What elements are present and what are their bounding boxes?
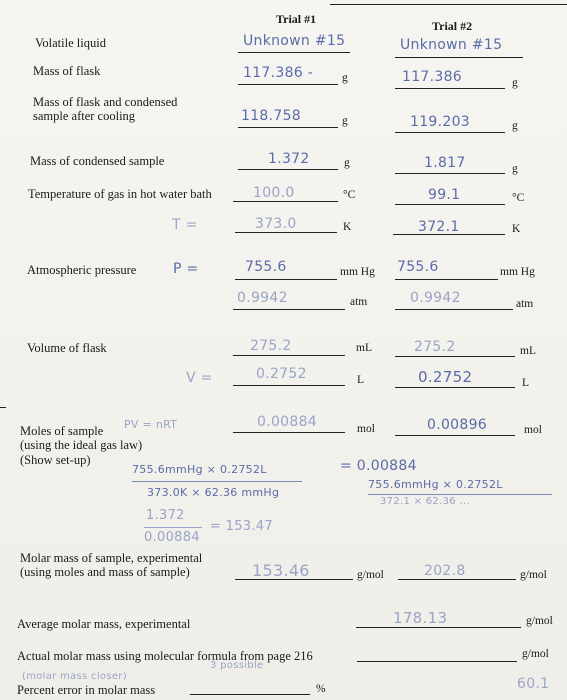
label-atm: Atmospheric pressure — [27, 263, 137, 277]
header-trial-2: Trial #2 — [432, 19, 473, 33]
value-volume-t2: 275.2 — [414, 339, 456, 355]
underline — [395, 279, 498, 280]
note-V: V = — [186, 370, 213, 386]
value-temp-t1: 100.0 — [253, 185, 295, 201]
label-volume: Volume of flask — [27, 341, 107, 355]
value-atm-t2: 755.6 — [397, 259, 439, 275]
unit-g: g — [512, 120, 518, 132]
unit-kelvin: K — [512, 223, 521, 235]
underline — [235, 579, 353, 580]
unit-mmhg: mm Hg — [500, 266, 535, 278]
label-molar-1: Molar mass of sample, experimental — [20, 551, 203, 565]
label-volatile-liquid: Volatile liquid — [35, 36, 106, 50]
unit-mmhg: mm Hg — [340, 266, 375, 278]
label-moles-1: Moles of sample — [20, 424, 104, 438]
value-volatile-t2: Unknown #15 — [400, 37, 503, 53]
note-ideal-gas: PV = nRT — [124, 418, 178, 431]
unit-gmol: g/mol — [520, 569, 547, 581]
value-volume-t1: 275.2 — [250, 338, 292, 354]
underline — [233, 432, 345, 433]
unit-ml: mL — [520, 345, 536, 357]
fraction-bar — [132, 481, 302, 482]
unit-g: g — [512, 163, 518, 175]
unit-atm: atm — [516, 298, 534, 310]
unit-celsius: °C — [343, 189, 356, 201]
note-possible: 3 possible — [210, 660, 264, 671]
underline — [190, 694, 310, 695]
note-T: T = — [172, 217, 198, 233]
label-pct: Percent error in molar mass — [17, 683, 156, 697]
value-atm-atm-t1: 0.9942 — [237, 290, 288, 306]
unit-kelvin: K — [343, 221, 352, 233]
underline — [357, 661, 517, 662]
underline — [395, 387, 515, 388]
label-mass-flask-cond-1: Mass of flask and condensed — [33, 95, 178, 109]
fraction-bar — [368, 494, 552, 495]
unit-g: g — [342, 72, 348, 84]
underline — [395, 88, 505, 89]
underline — [395, 204, 505, 205]
value-avg: 178.13 — [393, 609, 448, 627]
underline — [235, 279, 337, 280]
underline — [395, 57, 523, 58]
underline — [356, 627, 521, 628]
unit-gmol: g/mol — [357, 569, 384, 581]
unit-mol: mol — [524, 424, 542, 436]
label-mass-flask-cond-2: sample after cooling — [33, 109, 136, 123]
value-mass-flask-cond-t1: 118.758 — [241, 108, 301, 124]
unit-celsius: °C — [512, 192, 525, 204]
value-mass-flask-t1: 117.386 - — [243, 65, 314, 81]
unit-g: g — [342, 115, 348, 127]
label-actual: Actual molar mass using molecular formula from page 216 — [17, 649, 313, 663]
underline — [238, 127, 338, 128]
value-atm-t1: 755.6 — [245, 259, 287, 275]
unit-gmol: g/mol — [522, 648, 549, 660]
value-temp-t2: 99.1 — [428, 187, 461, 203]
work-molar-result: = 153.47 — [210, 519, 273, 534]
underline — [395, 173, 505, 174]
unit-mol: mol — [357, 423, 375, 435]
label-avg: Average molar mass, experimental — [17, 617, 191, 631]
unit-percent: % — [316, 683, 326, 695]
value-moles-t1: 0.00884 — [257, 414, 317, 430]
underline — [233, 355, 345, 356]
underline — [233, 201, 338, 202]
top-rule — [330, 4, 567, 5]
underline — [233, 309, 345, 310]
unit-g: g — [512, 77, 518, 89]
work-moles2-numerator: 755.6mmHg × 0.2752L — [368, 478, 503, 491]
label-mass-flask: Mass of flask — [33, 64, 101, 78]
underline — [235, 232, 337, 233]
value-volume-l-t1: 0.2752 — [256, 366, 307, 382]
margin-mark — [0, 407, 6, 408]
value-molar-t2: 202.8 — [424, 563, 466, 579]
value-volatile-t1: Unknown #15 — [243, 33, 346, 49]
work-moles-numerator: 755.6mmHg × 0.2752L — [132, 463, 267, 476]
value-mass-flask-t2: 117.386 — [402, 69, 462, 85]
label-moles-3: (Show set-up) — [20, 453, 91, 467]
work-moles-result: = 0.00884 — [340, 458, 417, 474]
unit-gmol: g/mol — [526, 615, 553, 627]
unit-l: L — [357, 374, 365, 386]
underline — [395, 309, 513, 310]
fraction-bar — [144, 527, 202, 528]
unit-g: g — [344, 157, 350, 169]
value-mass-flask-cond-t2: 119.203 — [410, 114, 470, 130]
underline — [395, 435, 515, 436]
work-moles2-denominator: 372.1 × 62.36 ... — [380, 496, 470, 507]
value-atm-atm-t2: 0.9942 — [410, 290, 461, 306]
label-mass-cond: Mass of condensed sample — [30, 154, 165, 168]
underline — [233, 385, 345, 386]
header-trial-1: Trial #1 — [276, 12, 317, 26]
value-temp-k-t1: 373.0 — [255, 216, 297, 232]
underline — [395, 356, 515, 357]
note-P: P = — [173, 261, 199, 277]
value-mass-cond-t1: 1.372 — [268, 151, 310, 167]
label-temp: Temperature of gas in hot water bath — [28, 187, 212, 201]
value-moles-t2: 0.00896 — [427, 417, 487, 433]
underline — [238, 52, 350, 53]
value-pct: 60.1 — [517, 676, 550, 692]
value-molar-t1: 153.46 — [252, 561, 310, 580]
work-molar-denominator: 0.00884 — [144, 530, 200, 545]
value-temp-k-t2: 372.1 — [418, 219, 460, 235]
value-volume-l-t2: 0.2752 — [418, 368, 473, 386]
unit-ml: mL — [356, 342, 372, 354]
work-moles-denominator: 373.0K × 62.36 mmHg — [147, 486, 280, 499]
value-mass-cond-t2: 1.817 — [424, 155, 466, 171]
underline — [238, 84, 338, 85]
unit-l: L — [522, 377, 530, 389]
label-molar-2: (using moles and mass of sample) — [20, 565, 190, 579]
unit-atm: atm — [350, 296, 368, 308]
underline — [238, 169, 338, 170]
label-moles-2: (using the ideal gas law) — [20, 438, 143, 452]
underline — [395, 132, 505, 133]
underline — [398, 579, 516, 580]
work-molar-numerator: 1.372 — [146, 508, 185, 523]
note-molar-closer: (molar mass closer) — [22, 671, 127, 682]
